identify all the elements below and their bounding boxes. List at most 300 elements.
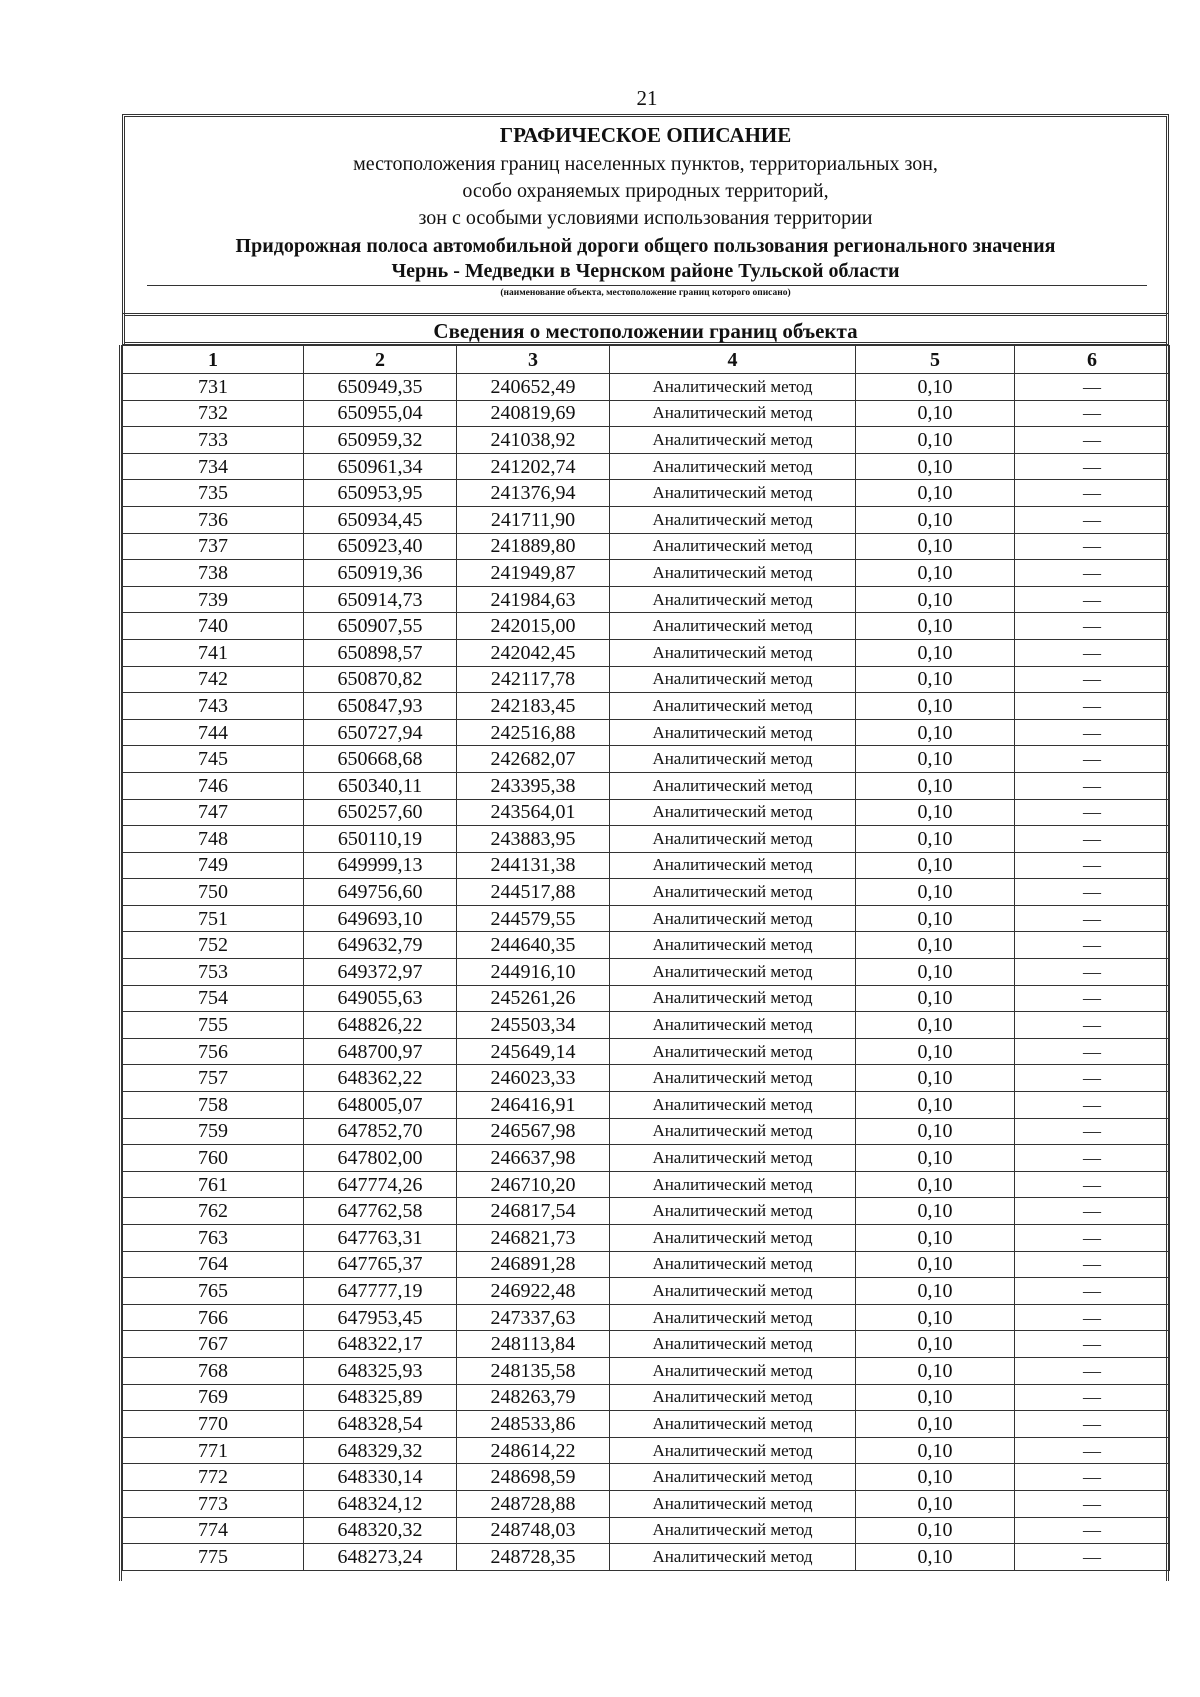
method-cell: Аналитический метод [610, 586, 856, 613]
table-row [123, 1065, 1170, 1092]
accuracy-cell: 0,10 [856, 1092, 1015, 1119]
accuracy-cell: 0,10 [856, 1118, 1015, 1145]
y-coordinate-cell: 246922,48 [457, 1278, 610, 1305]
table-row [123, 959, 1170, 986]
method-cell: Аналитический метод [610, 1331, 856, 1358]
description-cell: — [1015, 400, 1170, 427]
accuracy-cell: 0,10 [856, 506, 1015, 533]
x-coordinate-cell: 650907,55 [304, 613, 457, 640]
accuracy-cell: 0,10 [856, 533, 1015, 560]
method-cell: Аналитический метод [610, 533, 856, 560]
point-number-cell: 765 [123, 1278, 304, 1305]
y-coordinate-cell: 244517,88 [457, 879, 610, 906]
method-cell: Аналитический метод [610, 1278, 856, 1305]
accuracy-cell: 0,10 [856, 932, 1015, 959]
table-row [123, 453, 1170, 480]
description-cell: — [1015, 533, 1170, 560]
y-coordinate-cell: 246891,28 [457, 1251, 610, 1278]
accuracy-cell: 0,10 [856, 400, 1015, 427]
accuracy-cell: 0,10 [856, 1544, 1015, 1571]
x-coordinate-cell: 650949,35 [304, 374, 457, 401]
y-coordinate-cell: 243564,01 [457, 799, 610, 826]
accuracy-cell: 0,10 [856, 1331, 1015, 1358]
description-cell: — [1015, 852, 1170, 879]
accuracy-cell: 0,10 [856, 480, 1015, 507]
description-cell: — [1015, 799, 1170, 826]
table-row [123, 1171, 1170, 1198]
table-row [123, 1490, 1170, 1517]
x-coordinate-cell: 650914,73 [304, 586, 457, 613]
point-number-cell: 742 [123, 666, 304, 693]
description-cell: — [1015, 374, 1170, 401]
accuracy-cell: 0,10 [856, 1278, 1015, 1305]
method-cell: Аналитический метод [610, 693, 856, 720]
accuracy-cell: 0,10 [856, 1437, 1015, 1464]
point-number-cell: 750 [123, 879, 304, 906]
subtitle-line: зон с особыми условиями использования территории [418, 207, 873, 229]
column-header: 4 [610, 346, 856, 374]
table-row [123, 374, 1170, 401]
method-cell: Аналитический метод [610, 1357, 856, 1384]
table-row [123, 1145, 1170, 1172]
point-number-cell: 757 [123, 1065, 304, 1092]
y-coordinate-cell: 242015,00 [457, 613, 610, 640]
accuracy-cell: 0,10 [856, 1145, 1015, 1172]
header-block [122, 114, 1169, 344]
point-number-cell: 771 [123, 1437, 304, 1464]
method-cell: Аналитический метод [610, 905, 856, 932]
column-header: 2 [304, 346, 457, 374]
y-coordinate-cell: 247337,63 [457, 1304, 610, 1331]
x-coordinate-cell: 648273,24 [304, 1544, 457, 1571]
point-number-cell: 770 [123, 1411, 304, 1438]
document-frame [122, 114, 1169, 1581]
table-row [123, 586, 1170, 613]
accuracy-cell: 0,10 [856, 586, 1015, 613]
table-row [123, 1012, 1170, 1039]
point-number-cell: 741 [123, 639, 304, 666]
method-cell: Аналитический метод [610, 1304, 856, 1331]
table-header-row [123, 346, 1170, 374]
table-row [123, 1198, 1170, 1225]
x-coordinate-cell: 647802,00 [304, 1145, 457, 1172]
table-outer-border-left [119, 345, 122, 1581]
x-coordinate-cell: 648362,22 [304, 1065, 457, 1092]
subtitle-line: особо охраняемых природных территорий, [462, 180, 829, 202]
point-number-cell: 744 [123, 719, 304, 746]
x-coordinate-cell: 650959,32 [304, 427, 457, 454]
method-cell: Аналитический метод [610, 453, 856, 480]
column-header: 5 [856, 346, 1015, 374]
accuracy-cell: 0,10 [856, 1065, 1015, 1092]
point-number-cell: 774 [123, 1517, 304, 1544]
x-coordinate-cell: 648330,14 [304, 1464, 457, 1491]
description-cell: — [1015, 1464, 1170, 1491]
x-coordinate-cell: 650955,04 [304, 400, 457, 427]
method-cell: Аналитический метод [610, 400, 856, 427]
method-cell: Аналитический метод [610, 1517, 856, 1544]
method-cell: Аналитический метод [610, 1411, 856, 1438]
table-row [123, 1384, 1170, 1411]
point-number-cell: 756 [123, 1038, 304, 1065]
method-cell: Аналитический метод [610, 666, 856, 693]
description-cell: — [1015, 1038, 1170, 1065]
point-number-cell: 754 [123, 985, 304, 1012]
method-cell: Аналитический метод [610, 1012, 856, 1039]
point-number-cell: 745 [123, 746, 304, 773]
accuracy-cell: 0,10 [856, 1304, 1015, 1331]
method-cell: Аналитический метод [610, 1038, 856, 1065]
method-cell: Аналитический метод [610, 1544, 856, 1571]
table-row [123, 772, 1170, 799]
description-cell: — [1015, 1012, 1170, 1039]
y-coordinate-cell: 246821,73 [457, 1225, 610, 1252]
method-cell: Аналитический метод [610, 560, 856, 587]
accuracy-cell: 0,10 [856, 1490, 1015, 1517]
table-row [123, 1517, 1170, 1544]
table-row [123, 905, 1170, 932]
accuracy-cell: 0,10 [856, 905, 1015, 932]
method-cell: Аналитический метод [610, 427, 856, 454]
y-coordinate-cell: 246637,98 [457, 1145, 610, 1172]
method-cell: Аналитический метод [610, 1065, 856, 1092]
accuracy-cell: 0,10 [856, 985, 1015, 1012]
description-cell: — [1015, 1065, 1170, 1092]
coordinates-table [122, 345, 1170, 1571]
point-number-cell: 761 [123, 1171, 304, 1198]
table-row [123, 1092, 1170, 1119]
y-coordinate-cell: 245503,34 [457, 1012, 610, 1039]
method-cell: Аналитический метод [610, 772, 856, 799]
point-number-cell: 768 [123, 1357, 304, 1384]
y-coordinate-cell: 242117,78 [457, 666, 610, 693]
description-cell: — [1015, 1145, 1170, 1172]
accuracy-cell: 0,10 [856, 1251, 1015, 1278]
x-coordinate-cell: 648324,12 [304, 1490, 457, 1517]
y-coordinate-cell: 246710,20 [457, 1171, 610, 1198]
y-coordinate-cell: 241984,63 [457, 586, 610, 613]
description-cell: — [1015, 1411, 1170, 1438]
description-cell: — [1015, 905, 1170, 932]
table-row [123, 1251, 1170, 1278]
accuracy-cell: 0,10 [856, 719, 1015, 746]
table-body [123, 374, 1170, 1571]
table-outer-border-right [1166, 345, 1169, 1581]
x-coordinate-cell: 647852,70 [304, 1118, 457, 1145]
point-number-cell: 773 [123, 1490, 304, 1517]
table-row [123, 932, 1170, 959]
accuracy-cell: 0,10 [856, 560, 1015, 587]
description-cell: — [1015, 1437, 1170, 1464]
description-cell: — [1015, 959, 1170, 986]
point-number-cell: 743 [123, 693, 304, 720]
method-cell: Аналитический метод [610, 639, 856, 666]
description-cell: — [1015, 1357, 1170, 1384]
description-cell: — [1015, 639, 1170, 666]
method-cell: Аналитический метод [610, 932, 856, 959]
method-cell: Аналитический метод [610, 374, 856, 401]
table-row [123, 852, 1170, 879]
x-coordinate-cell: 650110,19 [304, 826, 457, 853]
y-coordinate-cell: 241889,80 [457, 533, 610, 560]
table-row [123, 1331, 1170, 1358]
x-coordinate-cell: 649693,10 [304, 905, 457, 932]
y-coordinate-cell: 241711,90 [457, 506, 610, 533]
method-cell: Аналитический метод [610, 959, 856, 986]
description-cell: — [1015, 1225, 1170, 1252]
y-coordinate-cell: 246023,33 [457, 1065, 610, 1092]
y-coordinate-cell: 245261,26 [457, 985, 610, 1012]
description-cell: — [1015, 985, 1170, 1012]
x-coordinate-cell: 647765,37 [304, 1251, 457, 1278]
x-coordinate-cell: 648325,89 [304, 1384, 457, 1411]
description-cell: — [1015, 427, 1170, 454]
method-cell: Аналитический метод [610, 1118, 856, 1145]
point-number-cell: 759 [123, 1118, 304, 1145]
point-number-cell: 760 [123, 1145, 304, 1172]
x-coordinate-cell: 650668,68 [304, 746, 457, 773]
method-cell: Аналитический метод [610, 1225, 856, 1252]
x-coordinate-cell: 647763,31 [304, 1225, 457, 1252]
y-coordinate-cell: 244579,55 [457, 905, 610, 932]
x-coordinate-cell: 649756,60 [304, 879, 457, 906]
column-header: 3 [457, 346, 610, 374]
method-cell: Аналитический метод [610, 746, 856, 773]
description-cell: — [1015, 1331, 1170, 1358]
x-coordinate-cell: 650257,60 [304, 799, 457, 826]
table-row [123, 693, 1170, 720]
x-coordinate-cell: 648328,54 [304, 1411, 457, 1438]
table-row [123, 1464, 1170, 1491]
point-number-cell: 752 [123, 932, 304, 959]
x-coordinate-cell: 650934,45 [304, 506, 457, 533]
y-coordinate-cell: 245649,14 [457, 1038, 610, 1065]
point-number-cell: 766 [123, 1304, 304, 1331]
table-row [123, 1038, 1170, 1065]
y-coordinate-cell: 246817,54 [457, 1198, 610, 1225]
table-row [123, 639, 1170, 666]
y-coordinate-cell: 241376,94 [457, 480, 610, 507]
description-cell: — [1015, 693, 1170, 720]
point-number-cell: 751 [123, 905, 304, 932]
x-coordinate-cell: 648320,32 [304, 1517, 457, 1544]
point-number-cell: 747 [123, 799, 304, 826]
y-coordinate-cell: 241038,92 [457, 427, 610, 454]
x-coordinate-cell: 648826,22 [304, 1012, 457, 1039]
table-row [123, 1118, 1170, 1145]
x-coordinate-cell: 648700,97 [304, 1038, 457, 1065]
accuracy-cell: 0,10 [856, 374, 1015, 401]
table-row [123, 826, 1170, 853]
y-coordinate-cell: 248135,58 [457, 1357, 610, 1384]
y-coordinate-cell: 242516,88 [457, 719, 610, 746]
point-number-cell: 735 [123, 480, 304, 507]
x-coordinate-cell: 648329,32 [304, 1437, 457, 1464]
point-number-cell: 738 [123, 560, 304, 587]
x-coordinate-cell: 648005,07 [304, 1092, 457, 1119]
method-cell: Аналитический метод [610, 826, 856, 853]
description-cell: — [1015, 613, 1170, 640]
x-coordinate-cell: 650727,94 [304, 719, 457, 746]
table-row [123, 1544, 1170, 1571]
page-number: 21 [636, 86, 658, 110]
accuracy-cell: 0,10 [856, 772, 1015, 799]
accuracy-cell: 0,10 [856, 1384, 1015, 1411]
description-cell: — [1015, 1517, 1170, 1544]
table-row [123, 1437, 1170, 1464]
x-coordinate-cell: 649999,13 [304, 852, 457, 879]
description-cell: — [1015, 1118, 1170, 1145]
method-cell: Аналитический метод [610, 1437, 856, 1464]
y-coordinate-cell: 240819,69 [457, 400, 610, 427]
table-row [123, 879, 1170, 906]
point-number-cell: 775 [123, 1544, 304, 1571]
accuracy-cell: 0,10 [856, 639, 1015, 666]
accuracy-cell: 0,10 [856, 453, 1015, 480]
point-number-cell: 758 [123, 1092, 304, 1119]
y-coordinate-cell: 246567,98 [457, 1118, 610, 1145]
accuracy-cell: 0,10 [856, 1198, 1015, 1225]
accuracy-cell: 0,10 [856, 826, 1015, 853]
method-cell: Аналитический метод [610, 1145, 856, 1172]
x-coordinate-cell: 647777,19 [304, 1278, 457, 1305]
caption-rule [147, 285, 1147, 286]
description-cell: — [1015, 453, 1170, 480]
x-coordinate-cell: 649055,63 [304, 985, 457, 1012]
object-name-line: Придорожная полоса автомобильной дороги общего пользования регионального значения [235, 235, 1056, 257]
method-cell: Аналитический метод [610, 1092, 856, 1119]
y-coordinate-cell: 248263,79 [457, 1384, 610, 1411]
point-number-cell: 755 [123, 1012, 304, 1039]
y-coordinate-cell: 243395,38 [457, 772, 610, 799]
table-row [123, 666, 1170, 693]
table-row [123, 719, 1170, 746]
description-cell: — [1015, 1278, 1170, 1305]
point-number-cell: 739 [123, 586, 304, 613]
x-coordinate-cell: 649372,97 [304, 959, 457, 986]
method-cell: Аналитический метод [610, 1490, 856, 1517]
description-cell: — [1015, 586, 1170, 613]
method-cell: Аналитический метод [610, 879, 856, 906]
point-number-cell: 772 [123, 1464, 304, 1491]
table-row [123, 985, 1170, 1012]
subtitle-line: местоположения границ населенных пунктов, территориальных зон, [353, 153, 938, 175]
y-coordinate-cell: 242183,45 [457, 693, 610, 720]
point-number-cell: 753 [123, 959, 304, 986]
y-coordinate-cell: 242682,07 [457, 746, 610, 773]
accuracy-cell: 0,10 [856, 1411, 1015, 1438]
y-coordinate-cell: 248728,88 [457, 1490, 610, 1517]
point-number-cell: 748 [123, 826, 304, 853]
point-number-cell: 769 [123, 1384, 304, 1411]
point-number-cell: 749 [123, 852, 304, 879]
accuracy-cell: 0,10 [856, 427, 1015, 454]
x-coordinate-cell: 647953,45 [304, 1304, 457, 1331]
method-cell: Аналитический метод [610, 719, 856, 746]
description-cell: — [1015, 1251, 1170, 1278]
method-cell: Аналитический метод [610, 1198, 856, 1225]
table-row [123, 613, 1170, 640]
accuracy-cell: 0,10 [856, 852, 1015, 879]
x-coordinate-cell: 648322,17 [304, 1331, 457, 1358]
accuracy-cell: 0,10 [856, 1012, 1015, 1039]
description-cell: — [1015, 666, 1170, 693]
table-row [123, 1225, 1170, 1252]
object-name-line: Чернь - Медведки в Чернском районе Тульской области [391, 260, 900, 282]
y-coordinate-cell: 248113,84 [457, 1331, 610, 1358]
x-coordinate-cell: 650923,40 [304, 533, 457, 560]
accuracy-cell: 0,10 [856, 1517, 1015, 1544]
accuracy-cell: 0,10 [856, 1171, 1015, 1198]
table-row [123, 1304, 1170, 1331]
table-row [123, 480, 1170, 507]
y-coordinate-cell: 246416,91 [457, 1092, 610, 1119]
section-title: Сведения о местоположении границ объекта [122, 313, 1169, 345]
y-coordinate-cell: 248698,59 [457, 1464, 610, 1491]
description-cell: — [1015, 879, 1170, 906]
column-header: 6 [1015, 346, 1170, 374]
accuracy-cell: 0,10 [856, 613, 1015, 640]
object-caption: (наименование объекта, местоположение границ которого описано) [500, 288, 791, 298]
table-row [123, 1411, 1170, 1438]
method-cell: Аналитический метод [610, 985, 856, 1012]
y-coordinate-cell: 248748,03 [457, 1517, 610, 1544]
description-cell: — [1015, 1544, 1170, 1571]
column-header: 1 [123, 346, 304, 374]
table-row [123, 1278, 1170, 1305]
y-coordinate-cell: 248728,35 [457, 1544, 610, 1571]
description-cell: — [1015, 506, 1170, 533]
table-row [123, 799, 1170, 826]
x-coordinate-cell: 649632,79 [304, 932, 457, 959]
table-row [123, 560, 1170, 587]
description-cell: — [1015, 1171, 1170, 1198]
accuracy-cell: 0,10 [856, 693, 1015, 720]
point-number-cell: 734 [123, 453, 304, 480]
point-number-cell: 764 [123, 1251, 304, 1278]
method-cell: Аналитический метод [610, 506, 856, 533]
accuracy-cell: 0,10 [856, 1038, 1015, 1065]
point-number-cell: 733 [123, 427, 304, 454]
x-coordinate-cell: 647762,58 [304, 1198, 457, 1225]
point-number-cell: 740 [123, 613, 304, 640]
description-cell: — [1015, 480, 1170, 507]
point-number-cell: 731 [123, 374, 304, 401]
x-coordinate-cell: 650953,95 [304, 480, 457, 507]
table-row [123, 1357, 1170, 1384]
x-coordinate-cell: 650919,36 [304, 560, 457, 587]
description-cell: — [1015, 772, 1170, 799]
y-coordinate-cell: 244916,10 [457, 959, 610, 986]
x-coordinate-cell: 650847,93 [304, 693, 457, 720]
y-coordinate-cell: 241202,74 [457, 453, 610, 480]
point-number-cell: 736 [123, 506, 304, 533]
accuracy-cell: 0,10 [856, 1357, 1015, 1384]
method-cell: Аналитический метод [610, 1171, 856, 1198]
method-cell: Аналитический метод [610, 1251, 856, 1278]
point-number-cell: 763 [123, 1225, 304, 1252]
accuracy-cell: 0,10 [856, 1225, 1015, 1252]
accuracy-cell: 0,10 [856, 799, 1015, 826]
table-row [123, 400, 1170, 427]
point-number-cell: 732 [123, 400, 304, 427]
description-cell: — [1015, 1304, 1170, 1331]
x-coordinate-cell: 650340,11 [304, 772, 457, 799]
accuracy-cell: 0,10 [856, 879, 1015, 906]
description-cell: — [1015, 1384, 1170, 1411]
y-coordinate-cell: 244640,35 [457, 932, 610, 959]
x-coordinate-cell: 650870,82 [304, 666, 457, 693]
